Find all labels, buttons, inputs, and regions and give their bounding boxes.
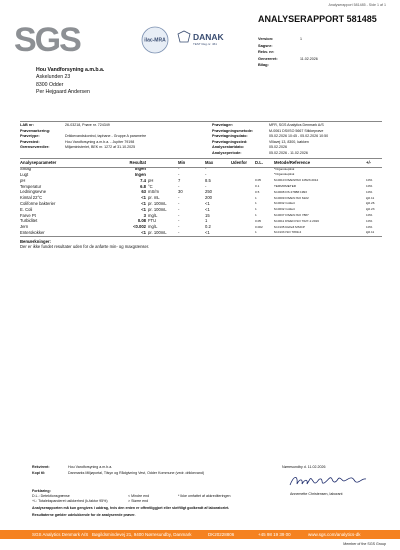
table-cell: Ingen xyxy=(134,166,146,172)
address-line: 8300 Odder xyxy=(36,81,64,88)
table-cell: M-0011 DS/EN ISO 7027-1:2016 xyxy=(274,218,319,223)
rekvirent-label: Rekvirent: xyxy=(32,465,50,469)
svg-text:TEST Reg.nr. 461: TEST Reg.nr. 461 xyxy=(193,42,217,46)
table-cell: M-0133 ISO 7899-2 xyxy=(274,230,302,235)
table-cell: <1 xyxy=(205,206,210,212)
footer-cvr: DK20228806 xyxy=(208,531,235,537)
address-line: Per Hejgaard Andersen xyxy=(36,89,90,96)
table-cell: Smag xyxy=(20,166,31,172)
table-cell: 8.5 xyxy=(205,177,211,183)
legend-item: +/-: Totalekspanderet usikkerhed (k-faktor 95%) xyxy=(32,499,108,503)
table-cell: 63 xyxy=(141,189,146,195)
column-header: Resultat xyxy=(129,160,146,166)
svg-text:DANAK: DANAK xyxy=(193,32,224,42)
table-cell: pr. 100mL xyxy=(148,229,167,235)
table-cell: lg0.26 xyxy=(366,201,375,206)
table-cell: *Organoleptisk xyxy=(274,166,295,171)
column-header: Analyseparameter xyxy=(20,160,57,166)
legend-item: < Mindre end xyxy=(128,494,150,498)
table-cell: 10% xyxy=(366,184,373,189)
table-cell: - xyxy=(178,195,180,201)
footer-bar xyxy=(0,530,400,539)
ilac-mra-logo xyxy=(140,25,170,55)
column-header: Max xyxy=(205,160,214,166)
table-cell: 1 xyxy=(255,213,257,218)
column-header: Min xyxy=(178,160,186,166)
table-cell: mg/L xyxy=(148,212,158,218)
table-cell: 7 xyxy=(178,177,181,183)
svg-text:ilac-MRA: ilac-MRA xyxy=(144,37,166,44)
table-cell: - xyxy=(178,229,180,235)
table-cell: 15 xyxy=(205,212,210,218)
footer-address: Bøgildsmindevej 21, 9400 Nørresundby, Danmark xyxy=(92,531,192,537)
table-cell: - xyxy=(178,218,180,224)
table-cell: 0.05 xyxy=(255,218,262,223)
place-date: Nørresundby d. 11.02.2026 xyxy=(282,465,326,469)
table-cell: - xyxy=(205,166,207,172)
table-cell: 0.002 xyxy=(255,224,263,229)
column-header: Metode/Reference xyxy=(274,160,311,166)
table-cell: lg0.23 xyxy=(366,207,375,212)
table-cell: pr. 100mL xyxy=(148,200,167,206)
table-cell: - xyxy=(178,206,180,212)
table-cell: 200 xyxy=(205,195,212,201)
table-cell: 10% xyxy=(366,224,373,229)
kopi-label: Kopi til: xyxy=(32,471,46,475)
legend-item: > Større end xyxy=(128,499,149,503)
sample-info-left: LAB nr: 26-03218, Prøve nr. 724349 Prøvemarkering: Prøvetype: Drikkevandskontrol, taphane - Gruppe A parametre Prøvested: Hou Vandforsyning a.m.b.a. - Jupiter 79198 Grænseværdier: Miljøministeriet, BEK nr. 1272 af 31.10.2025 xyxy=(20,123,147,150)
table-cell: <1 xyxy=(141,229,146,235)
table-cell: pH xyxy=(148,177,154,183)
table-cell: - xyxy=(178,183,180,189)
table-cell: - xyxy=(178,224,180,230)
signer: Annemette Christensen, laborant xyxy=(290,492,343,496)
table-cell: 0.08 xyxy=(137,218,146,224)
legend-item: D.L.: Detektionsgrænse xyxy=(32,494,70,498)
table-cell: 10% xyxy=(366,189,373,194)
divider xyxy=(20,167,382,168)
table-cell: 3 xyxy=(143,212,146,218)
table-cell: <1 xyxy=(205,200,210,206)
table-cell: 30 xyxy=(178,189,183,195)
footer-member: Member of the SGS Group xyxy=(343,542,386,546)
table-cell: M-0032 Colilert xyxy=(274,207,295,212)
remarks-title: Bemærkninger: xyxy=(20,239,51,244)
table-cell: <1 xyxy=(141,200,146,206)
legend-item: * Ikke omfattet af akkrediteringen xyxy=(178,494,231,498)
page-indicator: Analyserapport 581485 - Side 1 af 1 xyxy=(328,3,386,7)
footer-phone: +45 98 19 39 00 xyxy=(258,531,291,537)
forklaring-label: Forklaring: xyxy=(32,489,51,493)
address-line: Askelunden 23 xyxy=(36,74,71,81)
table-cell: Ledningsevne xyxy=(20,189,47,195)
recipient-address xyxy=(36,67,104,97)
table-cell: 0.05 xyxy=(255,178,262,183)
table-cell: 1 xyxy=(205,218,208,224)
table-cell: - xyxy=(205,183,207,189)
svg-text:SGS: SGS xyxy=(14,21,80,59)
table-cell: 1 xyxy=(255,230,257,235)
table-cell: 0.1 xyxy=(255,184,260,189)
header-fields: Version: 1 Sagsnr: Rekv. nr: Genereret: 11.02.2026 Bilag: xyxy=(258,36,318,68)
table-cell: 6.8 xyxy=(140,183,146,189)
table-cell: 1 xyxy=(255,207,257,212)
table-cell: - xyxy=(178,171,180,177)
table-cell: Farve Pt xyxy=(20,212,36,218)
footer-company: SGS Analytics Denmark A/S xyxy=(32,531,89,537)
table-cell: <1 xyxy=(205,229,210,235)
table-cell: 10% xyxy=(366,178,373,183)
table-cell: Kimtal 22°C xyxy=(20,195,43,201)
table-cell: Enterokokker xyxy=(20,229,45,235)
report-title: ANALYSERAPPORT 581485 xyxy=(258,14,377,24)
note: Analyserapporten må kun gengives i uddrag, hvis den enten er offentliggjort eller skriftligt godkendt af laboratoriet. xyxy=(32,506,230,510)
table-cell: FTU xyxy=(148,218,157,224)
table-cell: mS/m xyxy=(148,189,159,195)
signature xyxy=(288,473,368,489)
divider xyxy=(20,121,382,122)
divider xyxy=(20,236,382,237)
remarks-text: Der er ikke fundet resultater uden for de anførte min- og maxgrænser. xyxy=(20,244,150,249)
table-cell: Coliforme bakterier xyxy=(20,200,56,206)
results-table xyxy=(20,160,380,235)
table-cell: lg0.11 xyxy=(366,195,375,200)
column-header: Udenfor xyxy=(231,160,248,166)
danak-logo xyxy=(175,30,235,54)
table-cell: - xyxy=(178,212,180,218)
table-cell: M-0037 DS/EN ISO 7887 xyxy=(274,213,309,218)
table-cell: 1 xyxy=(255,195,257,200)
table-cell: Temperatur xyxy=(20,183,42,189)
sgs-logo xyxy=(14,18,80,59)
table-cell: - xyxy=(178,166,180,172)
table-cell: Turbiditet xyxy=(20,218,38,224)
divider xyxy=(20,158,382,159)
table-cell: TERMOMETER xyxy=(274,184,296,189)
table-cell: M-0032 Colilert xyxy=(274,201,295,206)
table-row xyxy=(20,230,380,236)
table-cell: °C xyxy=(148,183,153,189)
column-header: +/- xyxy=(366,160,372,166)
table-cell: M-0010 DS/EN/ISO 10523:2012 xyxy=(274,178,319,183)
table-cell: M-0008 DS 27888:1993 xyxy=(274,189,307,194)
table-cell xyxy=(231,230,255,236)
table-cell: <1 xyxy=(141,195,146,201)
table-cell: - xyxy=(178,200,180,206)
address-line: Hou Vandforsyning a.m.b.a. xyxy=(36,67,105,73)
table-cell: 10% xyxy=(366,218,373,223)
table-cell: <1 xyxy=(141,206,146,212)
column-header: D.L. xyxy=(255,160,263,166)
table-cell: 10% xyxy=(366,213,373,218)
rekvirent-value: Hou Vandforsyning a.m.b.a. xyxy=(68,465,113,469)
table-cell: M-0009 DS/EN ISO 6222 xyxy=(274,195,309,200)
table-cell: pH xyxy=(20,177,26,183)
table-cell: pr. mL xyxy=(148,195,160,201)
table-cell: *Organoleptisk xyxy=(274,172,295,177)
sample-info-right: Prøvetager: MFR, SGS Analytics Denmark A/S Prøvetagningsmetode: M-0061 DS/ISO 5667 Stikkeprøve Prøvetagningsdato: 05.02.2026 10:45 - 05.02.2026 10:50 Prøvetagningssted: Villavej 13, 8300, køkken Analysestartdato: 05.02.2026 Analyseperiode: 05.02.2026 - 11.02.2026 xyxy=(212,123,329,155)
table-cell: 250 xyxy=(205,189,212,195)
table-cell: 0.5 xyxy=(255,189,260,194)
table-cell: - xyxy=(205,171,207,177)
table-cell: Jern xyxy=(20,224,29,230)
table-cell: 7.4 xyxy=(140,177,146,183)
table-cell: M-0135 Refleft MSICP xyxy=(274,224,305,229)
table-cell: Lugt xyxy=(20,171,29,177)
table-cell: E. Coli xyxy=(20,206,33,212)
kopi-value: Danmarks Miljøportal, Tilsyn og Rådgivning Vest, Odder Kommune (vedr. drikkevand) xyxy=(68,471,205,475)
table-cell: mg/L xyxy=(148,224,158,230)
footer-web: www.sgs.com/analytics-dk xyxy=(308,531,361,537)
table-cell: <0.002 xyxy=(133,224,146,230)
table-cell: Ingen xyxy=(134,171,146,177)
table-cell: 1 xyxy=(255,201,257,206)
table-cell: lg0.11 xyxy=(366,230,375,235)
table-cell: pr. 100mL xyxy=(148,206,167,212)
table-cell: 0.2 xyxy=(205,224,211,230)
note: Resultaterne gælder udelukkende for de analyserede prøver. xyxy=(32,513,136,517)
